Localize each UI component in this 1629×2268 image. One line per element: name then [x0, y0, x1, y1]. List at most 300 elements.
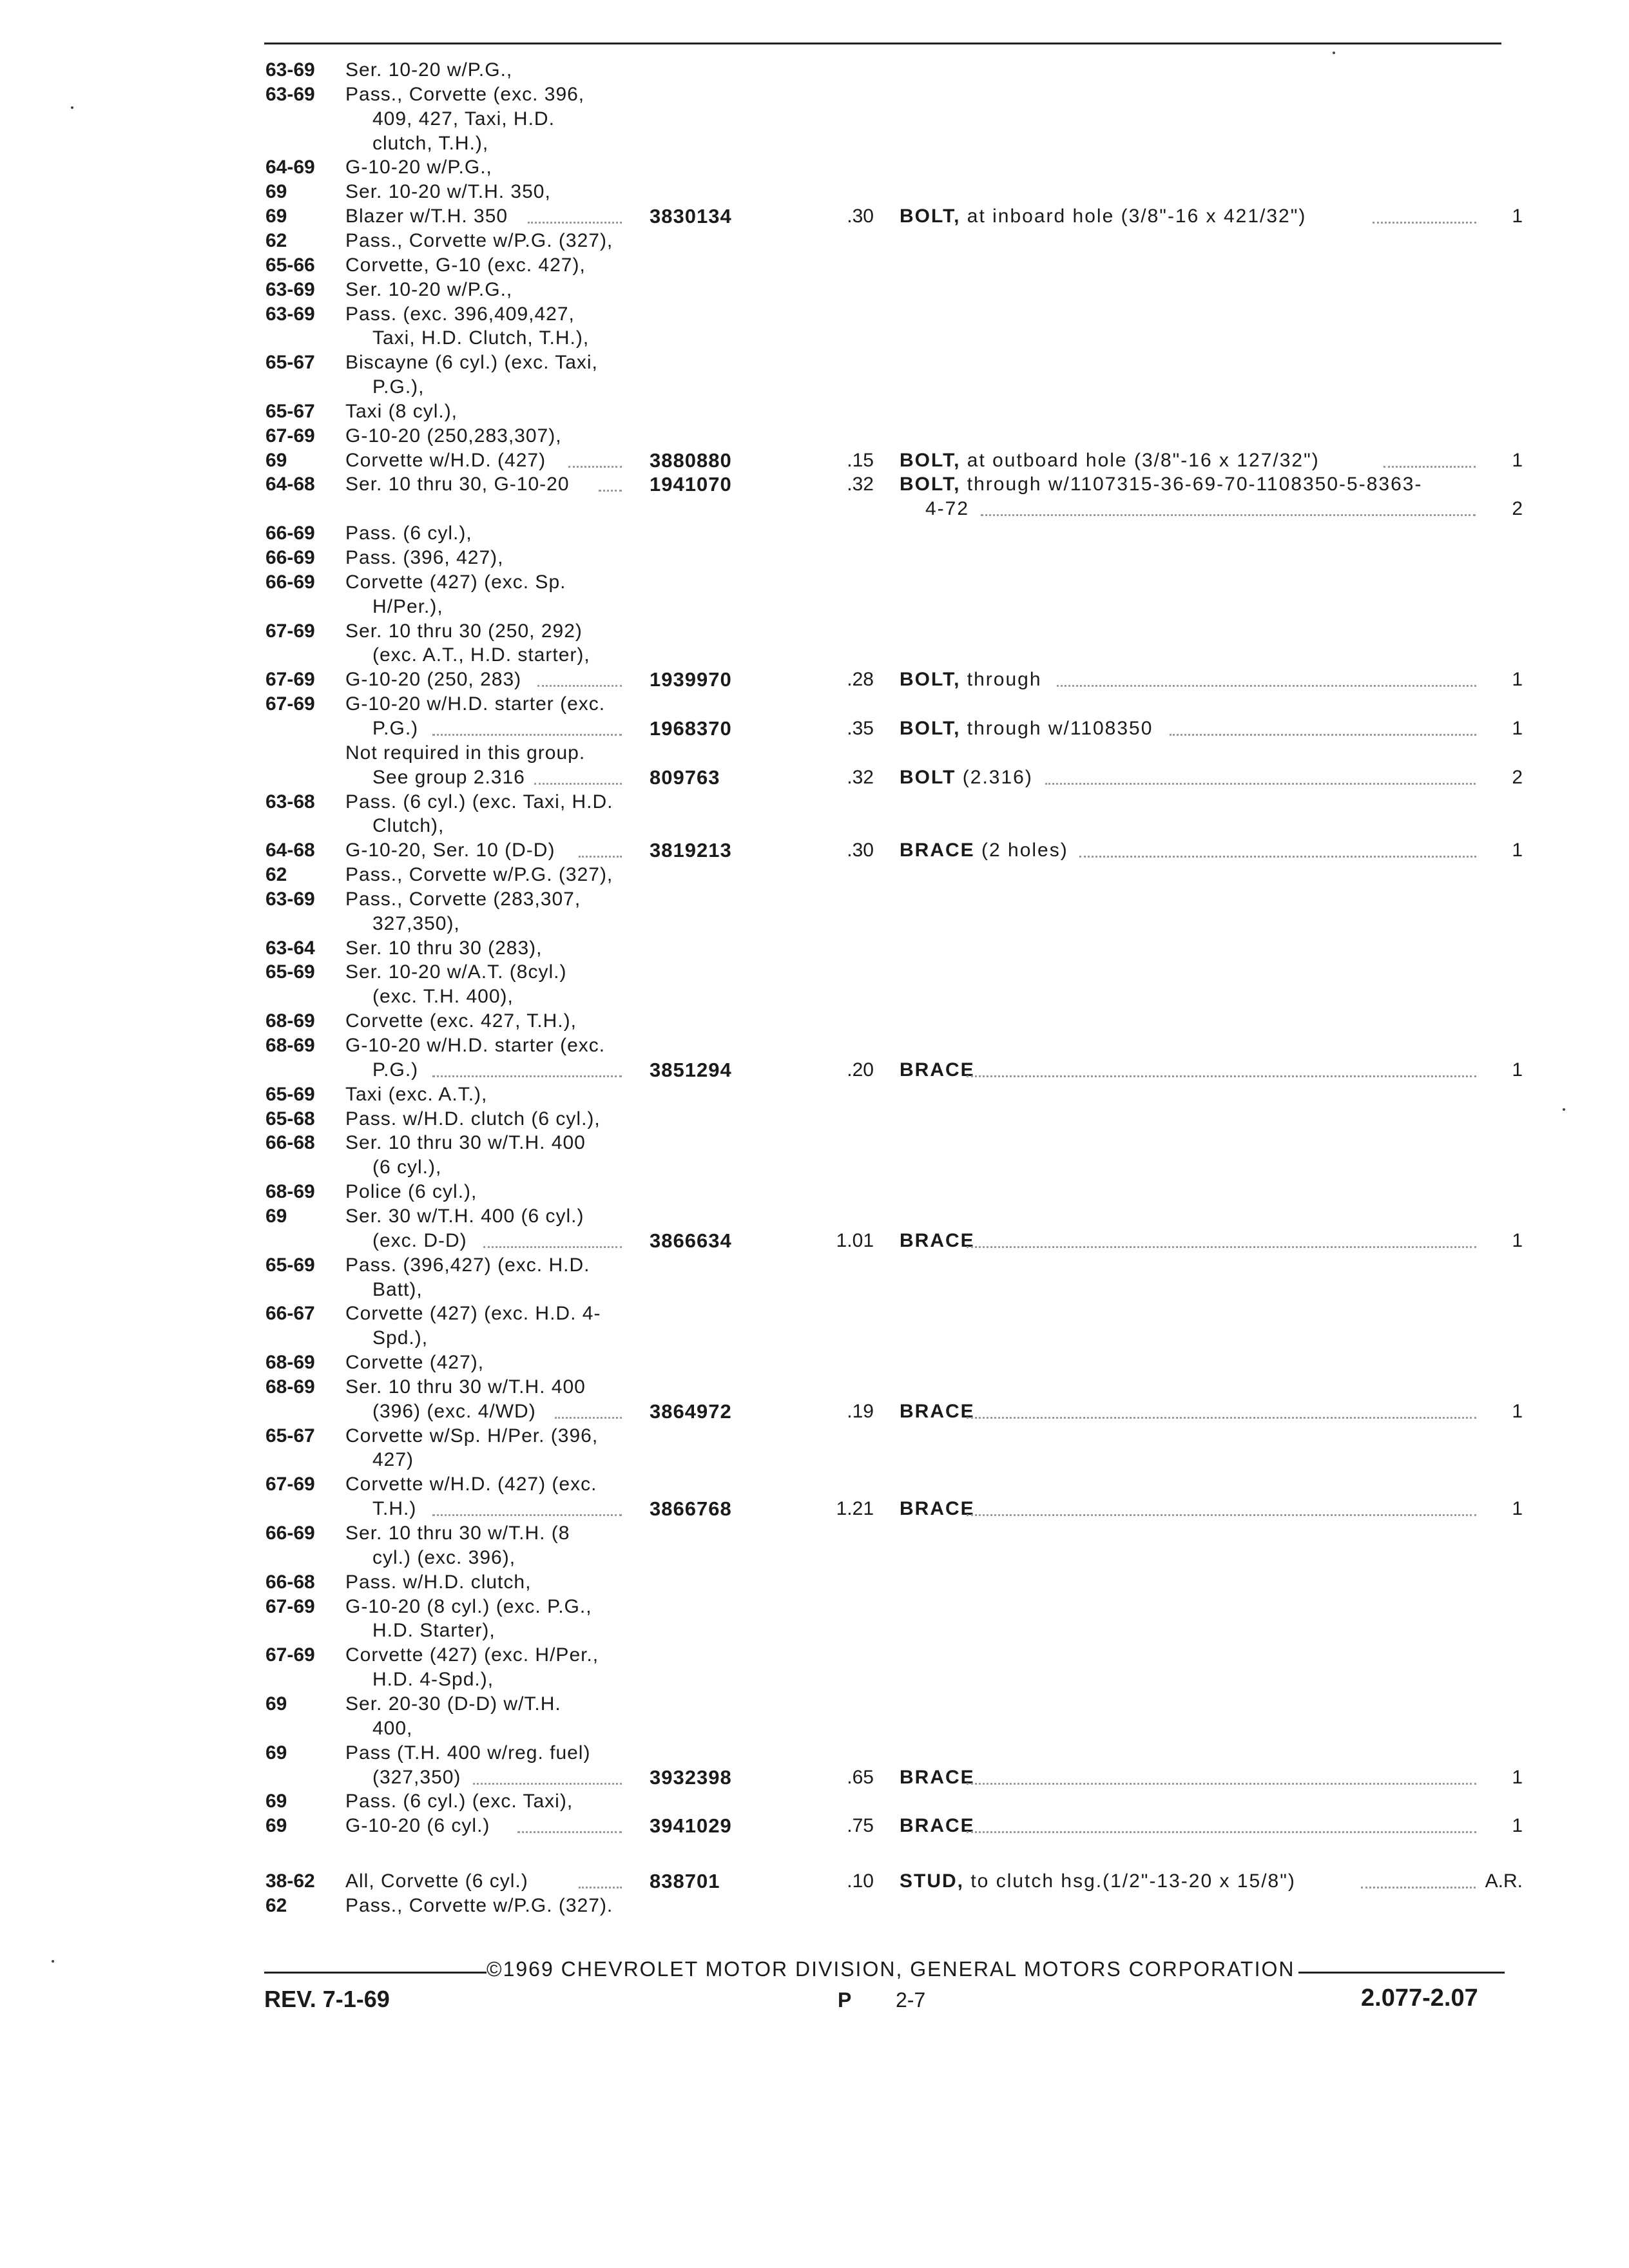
- table-row: [0, 1107, 1629, 1131]
- application-cell: Pass. (6 cyl.),: [345, 523, 472, 544]
- application-cell: clutch, T.H.),: [372, 133, 489, 154]
- description-detail: through w/1107315-36-69-70-1108350-5-8363-: [960, 474, 1423, 495]
- application-cell: (396) (exc. 4/WD): [372, 1401, 536, 1422]
- table-row: [0, 1570, 1629, 1595]
- table-row: [0, 814, 1629, 838]
- application-cell: Corvette (exc. 427, T.H.),: [345, 1010, 577, 1032]
- table-row: [0, 1619, 1629, 1643]
- years-cell: 68-69: [265, 1010, 315, 1032]
- description-detail: through w/1108350: [960, 718, 1153, 739]
- years-cell: 65-69: [265, 1084, 315, 1105]
- price: .65: [847, 1767, 874, 1788]
- description-cell: [900, 472, 1422, 497]
- price: .19: [847, 1401, 874, 1422]
- table-row: [0, 1253, 1629, 1278]
- description-item: STUD,: [900, 1870, 964, 1892]
- table-row: [0, 1131, 1629, 1155]
- years-cell: 66-67: [265, 1303, 315, 1324]
- years-cell: 66-69: [265, 547, 315, 568]
- price: .30: [847, 206, 874, 227]
- table-row: [0, 1229, 1629, 1253]
- leader-dots: [967, 1831, 1476, 1833]
- years-cell: 65-68: [265, 1108, 315, 1129]
- table-row: [0, 1765, 1629, 1790]
- application-cell: H.D. Starter),: [372, 1620, 496, 1641]
- years-cell: 63-68: [265, 791, 315, 812]
- part-number: 3851294: [650, 1059, 732, 1081]
- table-row: [0, 107, 1629, 131]
- application-cell: P.G.): [372, 718, 419, 739]
- table-row: [0, 1643, 1629, 1667]
- application-cell: Ser. 10 thru 30, G-10-20: [345, 474, 570, 495]
- leader-dots: [1057, 685, 1476, 687]
- table-row: [0, 887, 1629, 912]
- description-item: BOLT,: [900, 474, 961, 495]
- description-item: BRACE: [900, 1767, 975, 1788]
- part-number: 3866634: [650, 1229, 732, 1252]
- table-row: [0, 1869, 1629, 1894]
- table-row: [0, 546, 1629, 570]
- quantity: 1: [1512, 1230, 1523, 1251]
- table-row: [0, 1058, 1629, 1082]
- years-cell: 62: [265, 230, 287, 251]
- years-cell: 63-69: [265, 279, 315, 300]
- quantity: 1: [1512, 1401, 1523, 1422]
- description-item: BRACE: [900, 840, 975, 861]
- application-cell: (327,350): [372, 1767, 461, 1788]
- application-cell: 400,: [372, 1718, 413, 1739]
- table-row: [0, 936, 1629, 961]
- years-cell: 67-69: [265, 693, 315, 715]
- years-cell: 69: [265, 1791, 287, 1812]
- description-cell: [900, 1765, 975, 1790]
- table-row: [0, 1180, 1629, 1204]
- price: .35: [847, 718, 874, 739]
- table-row: [0, 351, 1629, 375]
- table-row: [0, 1009, 1629, 1033]
- description-cell: [900, 448, 1320, 473]
- part-number: 3819213: [650, 839, 732, 861]
- table-row: [0, 1595, 1629, 1619]
- leader-dots: [483, 1246, 622, 1248]
- price: .28: [847, 669, 874, 690]
- part-number: 3830134: [650, 205, 732, 227]
- leader-dots: [1383, 466, 1476, 468]
- application-cell: Pass., Corvette w/P.G. (327),: [345, 864, 613, 885]
- table-row: [0, 155, 1629, 180]
- description-detail: 4-72: [925, 498, 970, 519]
- table-row: [0, 668, 1629, 692]
- description-detail: through: [960, 669, 1042, 690]
- application-cell: Corvette, G-10 (exc. 427),: [345, 255, 586, 276]
- years-cell: 64-68: [265, 474, 315, 495]
- application-cell: Corvette (427) (exc. Sp.: [345, 572, 566, 593]
- description-item: BOLT: [900, 767, 956, 788]
- description-item: BRACE: [900, 1498, 975, 1519]
- table-row: [0, 1814, 1629, 1838]
- years-cell: 65-69: [265, 961, 315, 983]
- application-cell: Ser. 10-20 w/P.G.,: [345, 59, 513, 81]
- table-row: [0, 619, 1629, 644]
- group-range: 2.077-2.07: [1361, 1984, 1478, 2012]
- table-row: [0, 424, 1629, 448]
- part-number: 3880880: [650, 449, 732, 472]
- table-row: [0, 1033, 1629, 1058]
- scan-speck: [1333, 52, 1335, 54]
- table-row: [0, 180, 1629, 204]
- quantity: 1: [1512, 1498, 1523, 1519]
- application-cell: cyl.) (exc. 396),: [372, 1547, 516, 1568]
- years-cell: 64-68: [265, 840, 315, 861]
- application-cell: Pass., Corvette (exc. 396,: [345, 84, 585, 105]
- years-cell: 62: [265, 1895, 287, 1916]
- years-cell: 65-67: [265, 352, 315, 373]
- application-cell: Ser. 10-20 w/P.G.,: [345, 279, 513, 300]
- application-cell: 427): [372, 1449, 414, 1470]
- leader-dots: [967, 1246, 1476, 1248]
- description-cell: [900, 1497, 975, 1521]
- table-row: [0, 570, 1629, 595]
- application-cell: Pass. w/H.D. clutch,: [345, 1571, 532, 1593]
- table-row: [0, 204, 1629, 229]
- years-cell: 69: [265, 450, 287, 471]
- quantity: 1: [1512, 1059, 1523, 1081]
- application-cell: 409, 427, Taxi, H.D.: [372, 108, 555, 130]
- leader-dots: [967, 1075, 1476, 1077]
- application-cell: P.G.),: [372, 376, 425, 398]
- table-row: [0, 1667, 1629, 1692]
- years-cell: 66-69: [265, 572, 315, 593]
- leader-dots: [517, 1831, 622, 1833]
- table-row: [0, 1472, 1629, 1497]
- price: 1.01: [836, 1230, 874, 1251]
- description-item: BRACE: [900, 1401, 975, 1422]
- years-cell: 68-69: [265, 1352, 315, 1373]
- page-letter: P: [838, 1988, 852, 2012]
- price: .30: [847, 840, 874, 861]
- description-cell: [900, 668, 1042, 692]
- years-cell: 69: [265, 1742, 287, 1763]
- application-cell: Ser. 10 thru 30 w/T.H. 400: [345, 1376, 586, 1398]
- table-row: [0, 229, 1629, 253]
- footer-rule-left: [264, 1972, 487, 1974]
- table-row: [0, 765, 1629, 790]
- table-row: [0, 1155, 1629, 1180]
- part-number: 838701: [650, 1870, 720, 1892]
- leader-dots: [432, 1075, 622, 1077]
- leader-dots: [579, 856, 622, 858]
- application-cell: H/Per.),: [372, 596, 443, 617]
- application-cell: Spd.),: [372, 1327, 429, 1349]
- years-cell: 68-69: [265, 1181, 315, 1202]
- application-cell: Corvette w/H.D. (427): [345, 450, 546, 471]
- description-item: BRACE: [900, 1230, 975, 1251]
- application-cell: Pass. (396, 427),: [345, 547, 504, 568]
- description-cell: [900, 716, 1153, 741]
- years-cell: 65-67: [265, 1425, 315, 1446]
- table-row: [0, 790, 1629, 814]
- years-cell: 69: [265, 1693, 287, 1715]
- table-row: [0, 497, 1629, 521]
- description-cell: [900, 838, 1068, 863]
- application-cell: Ser. 30 w/T.H. 400 (6 cyl.): [345, 1206, 584, 1227]
- application-cell: (exc. D-D): [372, 1230, 467, 1251]
- application-cell: Taxi (8 cyl.),: [345, 401, 458, 422]
- table-row: [0, 1521, 1629, 1546]
- years-cell: 63-69: [265, 303, 315, 325]
- application-cell: Pass. (396,427) (exc. H.D.: [345, 1254, 590, 1276]
- table-row: [0, 448, 1629, 473]
- table-row: [0, 1326, 1629, 1350]
- application-cell: Ser. 20-30 (D-D) w/T.H.: [345, 1693, 561, 1715]
- description-item: BOLT,: [900, 669, 961, 690]
- application-cell: G-10-20, Ser. 10 (D-D): [345, 840, 555, 861]
- description-item: BRACE: [900, 1059, 975, 1081]
- description-cell: [900, 1058, 975, 1082]
- part-number: 3932398: [650, 1766, 732, 1789]
- application-cell: Ser. 10 thru 30 (250, 292): [345, 620, 583, 642]
- table-row: [0, 1741, 1629, 1765]
- years-cell: 63-69: [265, 889, 315, 910]
- price: .15: [847, 450, 874, 471]
- description-detail: (2 holes): [974, 840, 1068, 861]
- part-number: 1941070: [650, 473, 732, 495]
- quantity: 1: [1512, 669, 1523, 690]
- quantity: 1: [1512, 840, 1523, 861]
- quantity: 1: [1512, 1767, 1523, 1788]
- application-cell: G-10-20 (250,283,307),: [345, 425, 562, 447]
- scan-speck: [1563, 1108, 1565, 1111]
- years-cell: 66-68: [265, 1132, 315, 1153]
- years-cell: 66-69: [265, 1523, 315, 1544]
- table-row: [0, 82, 1629, 107]
- table-row: [0, 741, 1629, 765]
- description-detail: at inboard hole (3/8"-16 x 421/32"): [960, 206, 1307, 227]
- table-row: [0, 716, 1629, 741]
- application-cell: (exc. T.H. 400),: [372, 986, 514, 1007]
- part-number: 3864972: [650, 1400, 732, 1423]
- description-item: BOLT,: [900, 206, 961, 227]
- application-cell: H.D. 4-Spd.),: [372, 1669, 494, 1690]
- table-row: [0, 1399, 1629, 1424]
- table-row: [0, 326, 1629, 351]
- application-cell: Ser. 10-20 w/A.T. (8cyl.): [345, 961, 567, 983]
- years-cell: 69: [265, 1206, 287, 1227]
- years-cell: 65-67: [265, 401, 315, 422]
- table-row: [0, 912, 1629, 936]
- years-cell: 68-69: [265, 1376, 315, 1398]
- application-cell: (6 cyl.),: [372, 1157, 442, 1178]
- leader-dots: [599, 490, 622, 492]
- application-cell: P.G.): [372, 1059, 419, 1081]
- table-row: [0, 375, 1629, 399]
- part-number: 1968370: [650, 717, 732, 740]
- application-cell: Clutch),: [372, 815, 445, 836]
- years-cell: 67-69: [265, 1474, 315, 1495]
- application-cell: Pass. (6 cyl.) (exc. Taxi),: [345, 1791, 574, 1812]
- table-row: [0, 692, 1629, 716]
- application-cell: Ser. 10 thru 30 w/T.H. 400: [345, 1132, 586, 1153]
- quantity: 1: [1512, 450, 1523, 471]
- years-cell: 68-69: [265, 1035, 315, 1056]
- leader-dots: [1079, 856, 1476, 858]
- application-cell: G-10-20 (8 cyl.) (exc. P.G.,: [345, 1596, 592, 1617]
- years-cell: 62: [265, 864, 287, 885]
- application-cell: 327,350),: [372, 913, 460, 934]
- description-cell: [900, 765, 1033, 790]
- table-row: [0, 472, 1629, 497]
- table-row: [0, 58, 1629, 82]
- table-row: [0, 1375, 1629, 1399]
- table-row: [0, 1302, 1629, 1326]
- years-cell: 63-69: [265, 84, 315, 105]
- table-row: [0, 1497, 1629, 1521]
- application-cell: Pass (T.H. 400 w/reg. fuel): [345, 1742, 591, 1763]
- quantity: 1: [1512, 718, 1523, 739]
- top-rule: [264, 43, 1501, 44]
- price: .32: [847, 474, 874, 495]
- leader-dots: [568, 466, 622, 468]
- years-cell: 67-69: [265, 669, 315, 690]
- application-cell: Pass. (exc. 396,409,427,: [345, 303, 575, 325]
- table-row: [0, 838, 1629, 863]
- description-detail: to clutch hsg.(1/2"-13-20 x 15/8"): [964, 1870, 1296, 1892]
- table-row: [0, 399, 1629, 424]
- table-row: [0, 1448, 1629, 1472]
- application-cell: G-10-20 w/H.D. starter (exc.: [345, 693, 606, 715]
- table-row: [0, 1546, 1629, 1570]
- table-row: [0, 1789, 1629, 1814]
- years-cell: 67-69: [265, 1644, 315, 1666]
- table-row: [0, 302, 1629, 327]
- description-cell: [900, 1399, 975, 1424]
- application-cell: Pass. w/H.D. clutch (6 cyl.),: [345, 1108, 601, 1129]
- quantity: 2: [1512, 498, 1523, 519]
- leader-dots: [555, 1417, 622, 1419]
- table-row: [0, 278, 1629, 302]
- quantity: 1: [1512, 206, 1523, 227]
- application-cell: Police (6 cyl.),: [345, 1181, 477, 1202]
- description-item: BOLT,: [900, 450, 961, 471]
- years-cell: 38-62: [265, 1870, 315, 1892]
- leader-dots: [534, 783, 622, 785]
- years-cell: 65-66: [265, 255, 315, 276]
- leader-dots: [432, 1514, 622, 1516]
- part-number: 3866768: [650, 1497, 732, 1520]
- table-row: [0, 985, 1629, 1009]
- leader-dots: [579, 1887, 622, 1888]
- table-row: [0, 595, 1629, 619]
- application-cell: Ser. 10-20 w/T.H. 350,: [345, 181, 551, 202]
- table-row: [0, 863, 1629, 887]
- application-cell: G-10-20 (6 cyl.): [345, 1815, 490, 1836]
- application-cell: Corvette w/H.D. (427) (exc.: [345, 1474, 597, 1495]
- years-cell: 69: [265, 1815, 287, 1836]
- table-row: [0, 1692, 1629, 1716]
- years-cell: 67-69: [265, 620, 315, 642]
- application-cell: Not required in this group.: [345, 742, 586, 764]
- years-cell: 66-68: [265, 1571, 315, 1593]
- description-cell: [900, 204, 1306, 229]
- application-cell: Pass., Corvette w/P.G. (327),: [345, 230, 613, 251]
- table-row: [0, 1278, 1629, 1302]
- price: .10: [847, 1870, 874, 1892]
- quantity: 1: [1512, 1815, 1523, 1836]
- description-detail: at outboard hole (3/8"-16 x 127/32"): [960, 450, 1320, 471]
- scan-speck: [52, 1960, 54, 1963]
- table-row: [0, 131, 1629, 156]
- application-cell: Pass., Corvette w/P.G. (327).: [345, 1895, 613, 1916]
- description-item: BOLT,: [900, 718, 961, 739]
- table-row: [0, 1082, 1629, 1107]
- price: .75: [847, 1815, 874, 1836]
- years-cell: 64-69: [265, 157, 315, 178]
- leader-dots: [967, 1514, 1476, 1516]
- years-cell: 69: [265, 181, 287, 202]
- application-cell: All, Corvette (6 cyl.): [345, 1870, 528, 1892]
- leader-dots: [473, 1783, 622, 1785]
- leader-dots: [981, 514, 1476, 516]
- leader-dots: [528, 222, 622, 224]
- table-row: [0, 1716, 1629, 1741]
- leader-dots: [537, 685, 622, 687]
- years-cell: 63-69: [265, 59, 315, 81]
- description-cell: [900, 1869, 1296, 1894]
- quantity: A.R.: [1485, 1870, 1523, 1892]
- price: 1.21: [836, 1498, 874, 1519]
- part-number: 809763: [650, 766, 720, 789]
- leader-dots: [432, 734, 622, 736]
- application-cell: G-10-20 (250, 283): [345, 669, 522, 690]
- years-cell: 66-69: [265, 523, 315, 544]
- application-cell: Corvette (427),: [345, 1352, 485, 1373]
- application-cell: Batt),: [372, 1279, 423, 1300]
- scan-speck: [71, 106, 73, 109]
- application-cell: G-10-20 w/H.D. starter (exc.: [345, 1035, 606, 1056]
- application-cell: Ser. 10 thru 30 (283),: [345, 937, 543, 959]
- quantity: 2: [1512, 767, 1523, 788]
- price: .32: [847, 767, 874, 788]
- leader-dots: [1045, 783, 1476, 785]
- application-cell: See group 2.316: [372, 767, 525, 788]
- part-number: 3941029: [650, 1814, 732, 1837]
- years-cell: 63-64: [265, 937, 315, 959]
- description-cell: [900, 1229, 975, 1253]
- description-cell: [925, 497, 969, 521]
- table-row: [0, 1350, 1629, 1375]
- table-row: [0, 1204, 1629, 1229]
- application-cell: Blazer w/T.H. 350: [345, 206, 508, 227]
- leader-dots: [1361, 1887, 1476, 1888]
- application-cell: Corvette w/Sp. H/Per. (396,: [345, 1425, 599, 1446]
- table-row: [0, 960, 1629, 985]
- application-cell: Corvette (427) (exc. H.D. 4-: [345, 1303, 601, 1324]
- application-cell: Pass., Corvette (283,307,: [345, 889, 581, 910]
- years-cell: 67-69: [265, 1596, 315, 1617]
- table-row: [0, 1894, 1629, 1918]
- description-detail: (2.316): [956, 767, 1033, 788]
- table-row: [0, 1424, 1629, 1448]
- application-cell: Ser. 10 thru 30 w/T.H. (8: [345, 1523, 570, 1544]
- application-cell: Corvette (427) (exc. H/Per.,: [345, 1644, 599, 1666]
- page-number: 2-7: [896, 1988, 926, 2012]
- application-cell: Taxi (exc. A.T.),: [345, 1084, 488, 1105]
- description-item: BRACE: [900, 1815, 975, 1836]
- copyright-line: ©1969 CHEVROLET MOTOR DIVISION, GENERAL MOTORS CORPORATION: [487, 1957, 1295, 1981]
- table-row: [0, 643, 1629, 668]
- description-cell: [900, 1814, 975, 1838]
- leader-dots: [1170, 734, 1476, 736]
